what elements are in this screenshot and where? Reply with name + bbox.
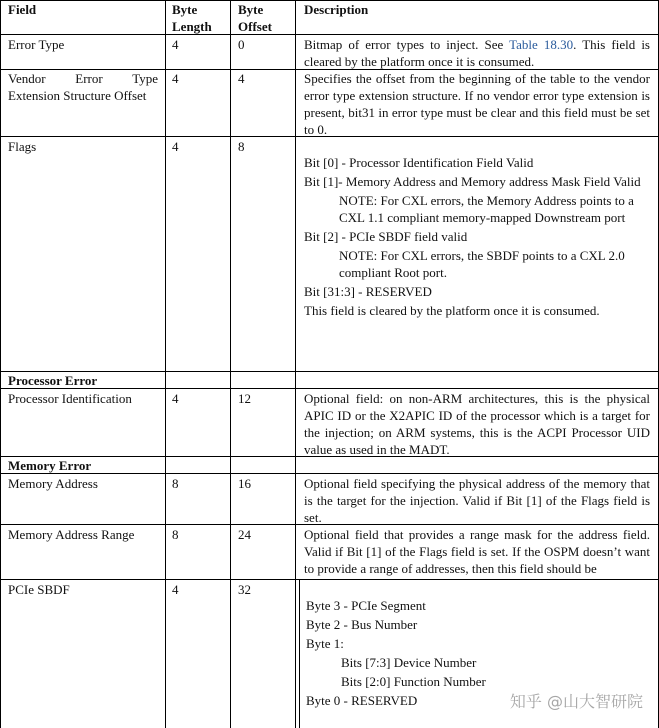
memory-range-field: Memory Address Range: [8, 527, 135, 542]
processor-id-offset: 12: [238, 391, 251, 406]
flags-description: [304, 154, 650, 321]
table-18-30-link[interactable]: Table 18.30: [509, 37, 574, 52]
error-type-offset: 0: [238, 37, 245, 52]
pcie-sbdf-field: PCIe SBDF: [8, 582, 70, 597]
memory-address-length: 8: [172, 476, 179, 491]
processor-id-field: Processor Identification: [8, 391, 132, 406]
vendor-length: 4: [172, 71, 179, 86]
error-type-desc-post: . This field is cleared by the platform once it is consumed.: [304, 37, 650, 69]
memory-range-offset: 24: [238, 527, 251, 542]
vendor-field: Vendor Error Type Extension Structure Offset: [8, 71, 158, 103]
header-description: Description: [304, 2, 369, 17]
memory-range-length: 8: [172, 527, 179, 542]
flags-bit2: Bit [2] - PCIe SBDF field valid: [304, 229, 468, 244]
pcie-sbdf-offset: 32: [238, 582, 251, 597]
processor-id-length: 4: [172, 391, 179, 406]
error-type-desc-pre: Bitmap of error types to inject. See: [304, 37, 510, 52]
zhihu-watermark: 知乎 @山大智研院: [509, 692, 643, 711]
memory-address-description: Optional field specifying the physical address of the memory that is the target for the injection. Valid if Bit [1] of the Flags field is set.: [304, 476, 650, 525]
processor-id-description: Optional field: on non-ARM architectures, this is the physical APIC ID or the X2APIC ID of the processor which is a target for the injection; on ARM systems, this is the ACPI Processor UID value as used in the MADT.: [304, 391, 650, 457]
vendor-offset: 4: [238, 71, 245, 86]
pcie-bits20: Bits [2:0] Function Number: [341, 674, 486, 689]
flags-field: Flags: [8, 139, 37, 154]
error-type-field: Error Type: [8, 37, 65, 52]
flags-bit0: Bit [0] - Processor Identification Field Valid: [304, 155, 534, 170]
flags-cleared: This field is cleared by the platform once it is consumed.: [304, 303, 600, 318]
memory-range-description: Optional field that provides a range mask for the address field. Valid if Bit [1] of the Flags field is set. If the OSPM doesn’t want to provide a range of addresses, then this field should be: [304, 527, 650, 576]
error-type-description: [304, 36, 650, 70]
memory-error-heading: Memory Error: [8, 458, 92, 473]
header-byte-offset: Byte Offset: [238, 2, 272, 34]
flags-note2: NOTE: For CXL errors, the SBDF points to a CXL 2.0 compliant Root port.: [339, 248, 625, 280]
memory-address-field: Memory Address: [8, 476, 98, 491]
memory-address-offset: 16: [238, 476, 251, 491]
flags-offset: 8: [238, 139, 245, 154]
header-field: Field: [8, 2, 37, 17]
pcie-bits73: Bits [7:3] Device Number: [341, 655, 477, 670]
pcie-byte1: Byte 1:: [306, 636, 344, 651]
flags-length: 4: [172, 139, 179, 154]
flags-note1: NOTE: For CXL errors, the Memory Address points to a CXL 1.1 compliant memory-mapped Downstream port: [339, 193, 634, 225]
flags-bit1: Bit [1]- Memory Address and Memory address Mask Field Valid: [304, 174, 641, 189]
header-byte-length: Byte Length: [172, 2, 212, 34]
pcie-byte0: Byte 0 - RESERVED: [306, 693, 418, 708]
vendor-description: Specifies the offset from the beginning of the table to the vendor error type extension structure. If no vendor error type extension is present, bit31 in error type must be clear and this field must be set to 0.: [304, 71, 650, 137]
error-type-length: 4: [172, 37, 179, 52]
processor-error-heading: Processor Error: [8, 373, 98, 388]
pcie-byte3: Byte 3 - PCIe Segment: [306, 598, 426, 613]
flags-bit31: Bit [31:3] - RESERVED: [304, 284, 432, 299]
pcie-byte2: Byte 2 - Bus Number: [306, 617, 418, 632]
pcie-sbdf-length: 4: [172, 582, 179, 597]
